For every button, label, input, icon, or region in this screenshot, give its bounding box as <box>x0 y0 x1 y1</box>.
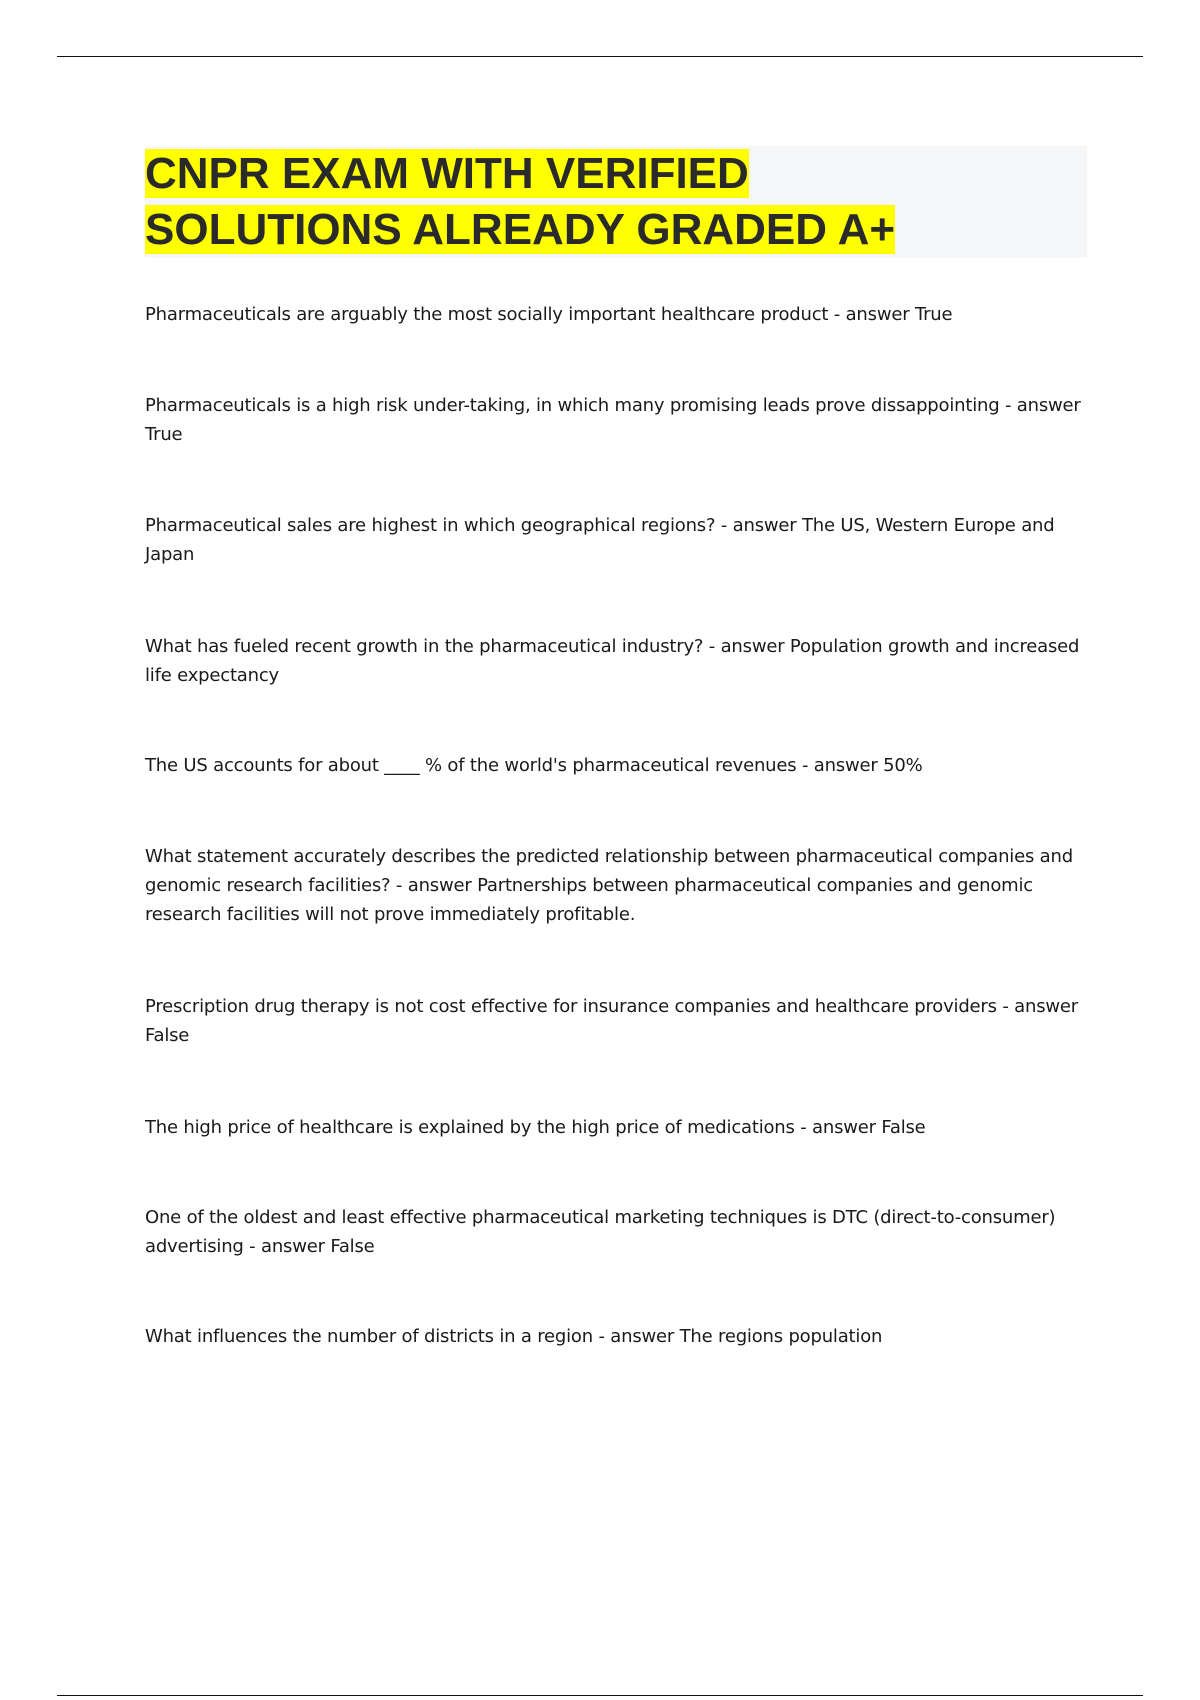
qa-item: Pharmaceuticals is a high risk under-taking, in which many promising leads prove dissappointing - answer True <box>145 395 1081 445</box>
document-title <box>145 146 1087 258</box>
qa-item: One of the oldest and least effective pharmaceutical marketing techniques is DTC (direct-to-consumer) advertising - answer False <box>145 1207 1056 1257</box>
qa-item: Pharmaceutical sales are highest in which geographical regions? - answer The US, Western Europe and Japan <box>145 515 1055 565</box>
title-line-2: SOLUTIONS ALREADY GRADED A+ <box>145 205 896 254</box>
qa-item: What has fueled recent growth in the pharmaceutical industry? - answer Population growth and increased life expectancy <box>145 636 1080 686</box>
title-line-1: CNPR EXAM WITH VERIFIED <box>145 149 749 198</box>
qa-item: What influences the number of districts in a region - answer The regions population <box>145 1326 883 1347</box>
qa-item: Prescription drug therapy is not cost effective for insurance companies and healthcare providers - answer False <box>145 996 1078 1046</box>
title-block <box>145 146 1087 258</box>
qa-item: Pharmaceuticals are arguably the most socially important healthcare product - answer True <box>145 304 953 325</box>
qa-item: The US accounts for about ____ % of the world's pharmaceutical revenues - answer 50% <box>145 755 923 776</box>
qa-item: What statement accurately describes the predicted relationship between pharmaceutical companies and genomic research facilities? - answer Partnerships between pharmaceutical companies and genomic research facilities will not prove immediately profitable. <box>145 846 1073 925</box>
qa-item: The high price of healthcare is explained by the high price of medications - answer False <box>145 1117 926 1138</box>
bottom-rule <box>57 1695 1143 1696</box>
top-rule <box>57 56 1143 57</box>
